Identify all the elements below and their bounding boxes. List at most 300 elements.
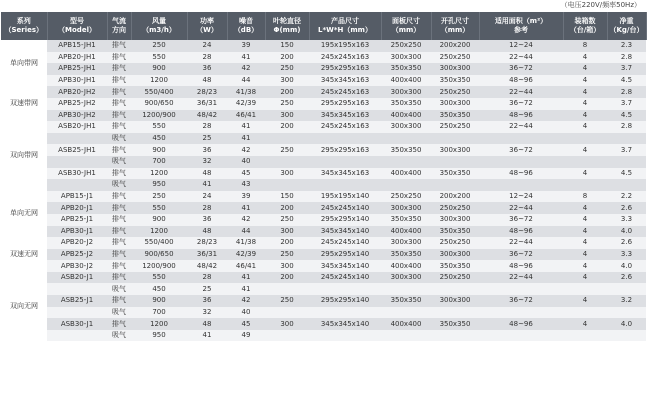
table-row bbox=[1, 75, 646, 87]
table-cell: 245x245x163 bbox=[309, 86, 381, 98]
table-row bbox=[1, 272, 646, 284]
column-header-line: 叶轮直径 bbox=[273, 17, 301, 25]
table-cell: 排气 bbox=[107, 237, 131, 249]
table-cell: 200 bbox=[265, 272, 309, 284]
table-cell: 300 bbox=[265, 226, 309, 238]
table-cell: 24 bbox=[187, 191, 227, 203]
table-cell: 排气 bbox=[107, 260, 131, 272]
table-cell: 250 bbox=[265, 144, 309, 156]
table-row bbox=[1, 40, 646, 52]
table-cell: 250 bbox=[131, 191, 187, 203]
table-cell: 350x350 bbox=[381, 295, 431, 307]
table-cell: 41 bbox=[187, 179, 227, 191]
table-cell: 28/23 bbox=[187, 86, 227, 98]
table-cell: 1200 bbox=[131, 168, 187, 180]
table-cell: 4 bbox=[563, 249, 607, 261]
table-cell: 吸气 bbox=[107, 307, 131, 319]
table-cell: 350x350 bbox=[431, 110, 479, 122]
table-cell: 排气 bbox=[107, 63, 131, 75]
table-cell: 550 bbox=[131, 202, 187, 214]
table-cell: 4 bbox=[563, 214, 607, 226]
table-cell: 45 bbox=[227, 318, 265, 330]
table-cell: ASB25-JH1 bbox=[47, 144, 107, 156]
column-header-line: （台/箱） bbox=[569, 26, 601, 34]
table-cell bbox=[309, 179, 381, 191]
table-cell: 2.8 bbox=[607, 52, 646, 64]
table-cell: 8 bbox=[563, 191, 607, 203]
table-row bbox=[1, 318, 646, 330]
table-cell: 345x345x140 bbox=[309, 318, 381, 330]
table-row bbox=[1, 295, 646, 307]
table-cell: 4 bbox=[563, 318, 607, 330]
table-cell: 200 bbox=[265, 202, 309, 214]
table-cell: 900 bbox=[131, 144, 187, 156]
table-cell: 295x295x163 bbox=[309, 144, 381, 156]
table-cell: 22~44 bbox=[479, 52, 563, 64]
table-cell: 39 bbox=[227, 40, 265, 52]
table-row bbox=[1, 110, 646, 122]
table-cell: 48 bbox=[187, 75, 227, 87]
table-cell: 12~24 bbox=[479, 191, 563, 203]
table-cell: 40 bbox=[227, 307, 265, 319]
table-cell: 41 bbox=[227, 202, 265, 214]
table-cell: 350x350 bbox=[431, 260, 479, 272]
table-cell: 900/650 bbox=[131, 249, 187, 261]
table-cell: 400x400 bbox=[381, 168, 431, 180]
table-cell: 450 bbox=[131, 133, 187, 145]
table-cell: 49 bbox=[227, 330, 265, 342]
table-cell: 8 bbox=[563, 40, 607, 52]
table-cell: 4.5 bbox=[607, 75, 646, 87]
table-cell: 4 bbox=[563, 260, 607, 272]
table-cell: 400x400 bbox=[381, 226, 431, 238]
table-cell: 295x295x163 bbox=[309, 98, 381, 110]
table-row bbox=[1, 214, 646, 226]
table-cell: 250x250 bbox=[381, 40, 431, 52]
table-row bbox=[1, 179, 646, 191]
column-header-line: 气流 bbox=[112, 17, 126, 25]
table-row bbox=[1, 52, 646, 64]
table-cell: 900 bbox=[131, 63, 187, 75]
table-cell: 24 bbox=[187, 40, 227, 52]
table-cell: 350x350 bbox=[381, 63, 431, 75]
table-cell bbox=[381, 283, 431, 295]
table-cell bbox=[563, 179, 607, 191]
table-cell: 22~44 bbox=[479, 272, 563, 284]
table-cell: 43 bbox=[227, 179, 265, 191]
table-cell: 排气 bbox=[107, 226, 131, 238]
table-cell: 250 bbox=[265, 63, 309, 75]
table-cell bbox=[431, 330, 479, 342]
column-header-line: 开孔尺寸 bbox=[441, 17, 469, 25]
table-cell: 41 bbox=[227, 133, 265, 145]
table-cell: 4.5 bbox=[607, 110, 646, 122]
column-header-line: 噪音 bbox=[239, 17, 253, 25]
table-cell: 400x400 bbox=[381, 260, 431, 272]
series-cell: 单向带网 bbox=[1, 40, 47, 86]
table-cell: 40 bbox=[227, 156, 265, 168]
table-cell: APB30-JH2 bbox=[47, 110, 107, 122]
table-cell bbox=[265, 133, 309, 145]
table-row bbox=[1, 202, 646, 214]
column-header-line: 系列 bbox=[16, 17, 31, 25]
table-cell: 48 bbox=[187, 318, 227, 330]
table-cell: 200x200 bbox=[431, 191, 479, 203]
table-cell: 300 bbox=[265, 260, 309, 272]
table-cell bbox=[607, 283, 646, 295]
table-cell: 300 bbox=[265, 75, 309, 87]
table-cell: 39 bbox=[227, 191, 265, 203]
table-cell: 28 bbox=[187, 202, 227, 214]
table-cell bbox=[607, 330, 646, 342]
table-cell bbox=[479, 179, 563, 191]
table-cell: 48~96 bbox=[479, 75, 563, 87]
table-cell: 41/38 bbox=[227, 86, 265, 98]
table-cell bbox=[381, 133, 431, 145]
table-cell: ASB30-JH1 bbox=[47, 168, 107, 180]
table-cell: 350x350 bbox=[431, 318, 479, 330]
table-cell: 42/39 bbox=[227, 98, 265, 110]
table-cell: 2.6 bbox=[607, 237, 646, 249]
table-cell: APB20-J1 bbox=[47, 202, 107, 214]
table-cell: 41 bbox=[227, 272, 265, 284]
table-cell: 200 bbox=[265, 121, 309, 133]
series-cell: 双向带网 bbox=[1, 121, 47, 191]
column-header-line: 装箱数 bbox=[574, 17, 596, 25]
table-cell bbox=[607, 156, 646, 168]
table-cell: 1200/900 bbox=[131, 260, 187, 272]
table-cell: 250x250 bbox=[431, 52, 479, 64]
column-header-line: 型号 bbox=[70, 17, 84, 25]
table-cell: 4 bbox=[563, 110, 607, 122]
table-cell: 吸气 bbox=[107, 156, 131, 168]
table-cell: 245x245x163 bbox=[309, 52, 381, 64]
table-cell: 3.2 bbox=[607, 295, 646, 307]
table-cell: 3.7 bbox=[607, 98, 646, 110]
table-cell: APB25-J1 bbox=[47, 214, 107, 226]
table-row bbox=[1, 86, 646, 98]
table-cell: 12~24 bbox=[479, 40, 563, 52]
table-cell: 245x245x140 bbox=[309, 237, 381, 249]
series-cell: 单向无网 bbox=[1, 191, 47, 237]
table-cell: 32 bbox=[187, 156, 227, 168]
table-cell: 550 bbox=[131, 121, 187, 133]
table-cell: 200 bbox=[265, 86, 309, 98]
table-cell: 46/41 bbox=[227, 110, 265, 122]
table-row bbox=[1, 133, 646, 145]
table-cell: 排气 bbox=[107, 202, 131, 214]
table-cell: 吸气 bbox=[107, 133, 131, 145]
table-cell: 4.0 bbox=[607, 318, 646, 330]
table-cell: 45 bbox=[227, 168, 265, 180]
table-cell: 450 bbox=[131, 283, 187, 295]
table-cell: 200 bbox=[265, 52, 309, 64]
column-header-line: （W） bbox=[196, 26, 218, 34]
table-cell bbox=[47, 179, 107, 191]
column-header bbox=[47, 12, 107, 40]
table-cell: 950 bbox=[131, 179, 187, 191]
table-cell: 4 bbox=[563, 202, 607, 214]
table-cell: 300 bbox=[265, 110, 309, 122]
table-cell bbox=[431, 179, 479, 191]
column-header-line: 产品尺寸 bbox=[331, 17, 359, 25]
table-cell bbox=[47, 307, 107, 319]
table-cell: 42 bbox=[227, 214, 265, 226]
table-cell: 900 bbox=[131, 214, 187, 226]
table-cell: 250 bbox=[265, 214, 309, 226]
table-cell: 排气 bbox=[107, 249, 131, 261]
table-cell: 36~72 bbox=[479, 249, 563, 261]
column-header-line: （dB） bbox=[233, 26, 259, 34]
table-cell: 295x295x140 bbox=[309, 295, 381, 307]
table-cell: 350x350 bbox=[381, 249, 431, 261]
series-cell: 双速带网 bbox=[1, 86, 47, 121]
table-cell: 550 bbox=[131, 52, 187, 64]
table-cell: APB25-JH1 bbox=[47, 63, 107, 75]
table-cell: 150 bbox=[265, 40, 309, 52]
table-cell: 300x300 bbox=[381, 86, 431, 98]
table-cell bbox=[265, 330, 309, 342]
table-cell bbox=[265, 179, 309, 191]
table-cell: 48 bbox=[187, 226, 227, 238]
column-header bbox=[107, 12, 131, 40]
column-header-line: （mm） bbox=[391, 26, 421, 34]
column-header-line: 参考 bbox=[514, 26, 528, 34]
table-cell: 400x400 bbox=[381, 75, 431, 87]
table-cell bbox=[381, 156, 431, 168]
column-header-line: 方向 bbox=[112, 26, 126, 34]
table-cell: 2.6 bbox=[607, 272, 646, 284]
table-cell bbox=[431, 133, 479, 145]
table-cell: 48 bbox=[187, 168, 227, 180]
table-cell: APB30-J1 bbox=[47, 226, 107, 238]
table-cell bbox=[607, 307, 646, 319]
table-cell: 排气 bbox=[107, 110, 131, 122]
table-cell: 1200 bbox=[131, 318, 187, 330]
table-cell bbox=[563, 156, 607, 168]
table-cell: 22~44 bbox=[479, 121, 563, 133]
table-cell bbox=[47, 156, 107, 168]
table-cell: 400x400 bbox=[381, 110, 431, 122]
table-cell: 345x345x163 bbox=[309, 110, 381, 122]
table-cell: 250 bbox=[265, 98, 309, 110]
table-cell: APB30-JH1 bbox=[47, 75, 107, 87]
table-cell: 排气 bbox=[107, 52, 131, 64]
table-cell: 300x300 bbox=[381, 272, 431, 284]
table-cell: 345x345x163 bbox=[309, 75, 381, 87]
table-cell bbox=[607, 179, 646, 191]
table-cell: 300x300 bbox=[431, 295, 479, 307]
table-cell: 295x295x140 bbox=[309, 249, 381, 261]
table-cell: 22~44 bbox=[479, 237, 563, 249]
column-header bbox=[187, 12, 227, 40]
table-cell bbox=[381, 330, 431, 342]
table-cell: 36~72 bbox=[479, 63, 563, 75]
table-cell: 48~96 bbox=[479, 260, 563, 272]
table-row bbox=[1, 168, 646, 180]
table-cell: 25 bbox=[187, 283, 227, 295]
table-cell: 250x250 bbox=[431, 272, 479, 284]
table-cell: 22~44 bbox=[479, 202, 563, 214]
table-cell bbox=[47, 330, 107, 342]
table-cell: 300 bbox=[265, 168, 309, 180]
table-cell: 吸气 bbox=[107, 179, 131, 191]
table-cell: 吸气 bbox=[107, 330, 131, 342]
table-row bbox=[1, 283, 646, 295]
table-cell: 1200/900 bbox=[131, 110, 187, 122]
table-cell: 700 bbox=[131, 156, 187, 168]
table-cell: 300x300 bbox=[431, 63, 479, 75]
table-cell: 345x345x140 bbox=[309, 260, 381, 272]
table-cell: ASB25-J1 bbox=[47, 295, 107, 307]
table-body bbox=[1, 40, 646, 341]
table-cell: 36 bbox=[187, 214, 227, 226]
table-cell: 4 bbox=[563, 226, 607, 238]
table-cell: 2.3 bbox=[607, 40, 646, 52]
table-cell: ASB20-JH1 bbox=[47, 121, 107, 133]
table-cell bbox=[381, 179, 431, 191]
table-cell: 250x250 bbox=[431, 121, 479, 133]
table-cell: 550 bbox=[131, 272, 187, 284]
column-header bbox=[479, 12, 563, 40]
table-cell: 300x300 bbox=[381, 52, 431, 64]
table-cell: 28 bbox=[187, 121, 227, 133]
table-cell: 4 bbox=[563, 272, 607, 284]
table-cell: 295x295x140 bbox=[309, 214, 381, 226]
table-cell: 245x245x140 bbox=[309, 272, 381, 284]
table-cell: 4 bbox=[563, 168, 607, 180]
table-cell: 4.0 bbox=[607, 260, 646, 272]
table-row bbox=[1, 237, 646, 249]
table-cell: ASB20-J1 bbox=[47, 272, 107, 284]
table-cell: 48~96 bbox=[479, 110, 563, 122]
table-cell: 350x350 bbox=[431, 168, 479, 180]
column-header-line: 适用面积（m²） bbox=[494, 17, 548, 25]
column-header bbox=[131, 12, 187, 40]
table-cell: 42/39 bbox=[227, 249, 265, 261]
table-cell: 4 bbox=[563, 52, 607, 64]
table-cell: 36 bbox=[187, 295, 227, 307]
table-cell: 36/31 bbox=[187, 98, 227, 110]
series-cell: 双速无网 bbox=[1, 237, 47, 272]
table-cell bbox=[431, 156, 479, 168]
table-cell bbox=[309, 283, 381, 295]
column-header-line: 面板尺寸 bbox=[392, 17, 420, 25]
column-header bbox=[563, 12, 607, 40]
column-header bbox=[381, 12, 431, 40]
table-cell bbox=[309, 133, 381, 145]
column-header-line: （mm） bbox=[440, 26, 470, 34]
table-row bbox=[1, 63, 646, 75]
table-cell: 48~96 bbox=[479, 318, 563, 330]
table-cell bbox=[563, 283, 607, 295]
table-cell: 28 bbox=[187, 272, 227, 284]
table-cell bbox=[563, 133, 607, 145]
table-cell bbox=[563, 330, 607, 342]
table-cell: 36~72 bbox=[479, 295, 563, 307]
table-cell: 排气 bbox=[107, 295, 131, 307]
column-header-line: （Kg/台） bbox=[609, 26, 644, 34]
table-cell: 2.6 bbox=[607, 202, 646, 214]
column-header bbox=[607, 12, 646, 40]
table-cell: 250 bbox=[265, 295, 309, 307]
column-header bbox=[1, 12, 47, 40]
table-cell: APB20-J2 bbox=[47, 237, 107, 249]
table-cell: 4 bbox=[563, 237, 607, 249]
table-cell: APB25-JH2 bbox=[47, 98, 107, 110]
table-cell: 41 bbox=[227, 52, 265, 64]
table-cell: 排气 bbox=[107, 86, 131, 98]
table-cell: 22~44 bbox=[479, 86, 563, 98]
table-cell: 4 bbox=[563, 121, 607, 133]
table-cell: 42 bbox=[227, 63, 265, 75]
table-cell: 排气 bbox=[107, 168, 131, 180]
table-cell: 550/400 bbox=[131, 237, 187, 249]
table-cell: 32 bbox=[187, 307, 227, 319]
table-cell: APB15-J1 bbox=[47, 191, 107, 203]
table-cell: 300x300 bbox=[431, 249, 479, 261]
column-header bbox=[309, 12, 381, 40]
table-cell: 195x195x163 bbox=[309, 40, 381, 52]
table-cell bbox=[47, 133, 107, 145]
table-cell: 250x250 bbox=[431, 202, 479, 214]
table-cell bbox=[479, 330, 563, 342]
table-cell: 1200 bbox=[131, 226, 187, 238]
table-row bbox=[1, 156, 646, 168]
table-cell: 44 bbox=[227, 226, 265, 238]
table-cell: 排气 bbox=[107, 318, 131, 330]
table-cell bbox=[265, 307, 309, 319]
table-cell: 300x300 bbox=[381, 202, 431, 214]
table-cell: 350x350 bbox=[381, 98, 431, 110]
table-cell: 2.8 bbox=[607, 121, 646, 133]
table-cell bbox=[265, 156, 309, 168]
table-cell: 350x350 bbox=[431, 226, 479, 238]
table-cell: 3.7 bbox=[607, 63, 646, 75]
table-cell: 900/650 bbox=[131, 98, 187, 110]
table-cell: 250x250 bbox=[431, 237, 479, 249]
table-cell: 46/41 bbox=[227, 260, 265, 272]
table-cell: 900 bbox=[131, 295, 187, 307]
table-cell: 48/42 bbox=[187, 260, 227, 272]
table-cell: 300x300 bbox=[431, 98, 479, 110]
table-cell: 4 bbox=[563, 75, 607, 87]
table-cell: 3.3 bbox=[607, 214, 646, 226]
column-header bbox=[431, 12, 479, 40]
column-header-line: 净重 bbox=[619, 17, 634, 25]
table-cell: 36~72 bbox=[479, 98, 563, 110]
table-cell bbox=[309, 307, 381, 319]
table-cell: 350x350 bbox=[431, 75, 479, 87]
table-cell: 245x245x140 bbox=[309, 202, 381, 214]
table-cell: 550/400 bbox=[131, 86, 187, 98]
table-cell: 28 bbox=[187, 52, 227, 64]
column-header-line: 功率 bbox=[200, 17, 214, 25]
table-cell bbox=[479, 283, 563, 295]
table-cell bbox=[479, 133, 563, 145]
table-cell: APB25-J2 bbox=[47, 249, 107, 261]
table-cell: 350x350 bbox=[381, 144, 431, 156]
table-cell bbox=[381, 307, 431, 319]
table-cell: 200x200 bbox=[431, 40, 479, 52]
table-cell: 28/23 bbox=[187, 237, 227, 249]
table-cell: 300x300 bbox=[381, 121, 431, 133]
table-cell: 250x250 bbox=[381, 191, 431, 203]
table-cell: APB30-J2 bbox=[47, 260, 107, 272]
table-cell: 4 bbox=[563, 295, 607, 307]
table-row bbox=[1, 249, 646, 261]
table-cell: 4.0 bbox=[607, 226, 646, 238]
